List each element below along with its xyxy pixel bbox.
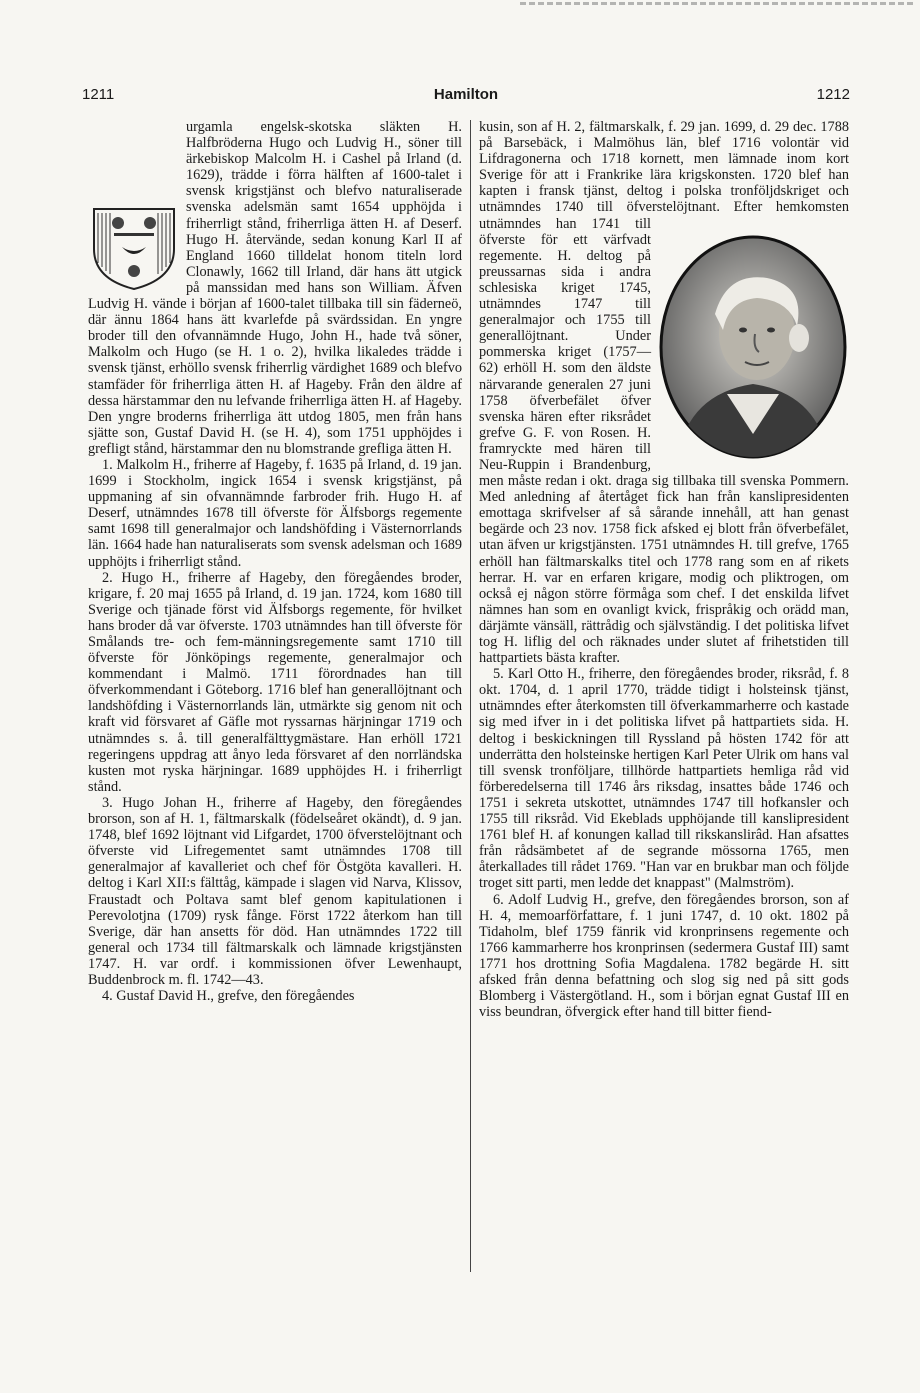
right-column [479, 119, 849, 1020]
paragraph-entry-4-start: 4. Gustaf David H., grefve, den föregåendes [102, 988, 355, 1005]
running-title: Hamilton [433, 86, 499, 103]
portrait-engraving-icon [657, 234, 849, 460]
paragraph-entry-4-continued: kusin, son af H. 2, fältmarskalk, f. 29 jan. 1699, d. 29 dec. 1788 på Barsebäck, i Malmöhus län, blef 1716 volontär vid Lifdragonerna och 1718 kornett, men lämnade inom kort Sverige för att i Frankrike lära krigskonsten. 1720 blef han kapten i fransk tjänst, deltog i polska tronföljdskriget och utnämndes 1740 till öfverstelöjtnant. Efter hemkomsten utnämndes han 1741 till öfverste för ett värfvadt regemente. H. deltog på preussarnas sida i andra schlesiska kriget 1745, utnämndes 1747 till generalmajor och 1755 till generallöjtnant. Under pommerska kriget (1757—62) erhöll H. som den äldste närvarande generalen 27 juni 1758 öfverbefälet öfver svenska hären efter riksrådet grefve G. F. von Rosen. H. framryckte med hären till Neu-Ruppin i Brandenburg, men måste redan i okt. draga sig tillbaka till svenska Pommern. Med anledning af återtåget fick han från kanslipresidenten emottaga skrifvelser af så sårande innehåll, att han genast begärde och 23 nov. 1758 fick afsked ej blott från öfverbefälet, utan äfven ur krigstjänsten. 1751 utnämndes H. till grefve, 1765 erhöll han fältmarskalks titel och 1778 rang som en af rikets herrar. H. var en erfaren krigare, modig och pliktrogen, om också ej någon större förmåga som chef. I det enskilda lifvet nämnes han som en ovanligt kvick, frispråkig och orädd man, därjämte vänsäll, rättrådig och självständig. I det politiska lifvet tog H. liflig del och räknades under slutet af frihetstiden till hattpartiets bästa krafter. [479, 119, 849, 667]
page-number-right: 1212 [816, 86, 850, 103]
paragraph-entry-3: 3. Hugo Johan H., friherre af Hageby, den föregåendes brorson, son af H. 1, fältmarskalk (födelseåret okändt), d. 9 jan. 1748, blef 1692 löjtnant vid Lifgardet, 1700 öfverstelöjtnant och öfverste vid Lifregementet samt utnämndes 1708 till generalmajor af kavalleriet och chef för Östgöta kavalleri. H. deltog i Karl XII:s fälttåg, kämpade i slagen vid Narva, Klissov, Fraustadt och Poltava samt blef genom kapitulationen i Perevolotjna (1709) rysk fånge. Först 1722 återkom han till Sverige, där han ansetts för död. Han utnämndes 1722 till general och 1734 till fältmarskalk och lämnade krigstjänsten 1747. H. var ordf. i kommissionen öfver Lewenhaupt, Buddenbrock m. fl. 1742—43. [88, 794, 462, 988]
left-column [88, 119, 462, 1004]
paragraph-intro: urgamla engelsk-skotska släkten H. Halfbröderna Hugo och Ludvig H., söner till ärkebiskop Malcolm H. i Cashel på Irland (d. 1629), trädde i förra hälften af 1600-talet i svensk krigstjänst och blefvo naturaliserade svenska adelsmän samt 1654 upphöjda i friherrligt stånd, friherrliga ätten H. af Deserf. Hugo H. återvände, sedan konung Karl II af England 1660 tilldelat honom titeln lord Clonawly, 1662 till Irland, där hans ätt utgick på manssidan med hans son William. Äfven Ludvig H. vände i början af 1600-talet tillbaka till sin fäderneö, där ännu 1864 hans ätt kvarlefde på svärdssidan. En yngre broder till den ofvannämnde Hugo, John H., hade två söner, Malkolm och Hugo (se H. 1 o. 2), hvilka likaledes trädde i svensk tjänst, erhöllo svensk friherrlig värdighet 1689 och blefvo stamfäder för friherrliga ätten H. af Hageby. Från den äldre af dessa härstammar den nu lefvande friherrliga ätten H. af Hageby. Den yngre broderns friherrliga ätt utdog 1805, men från hans sjätte son, Gustaf David H. (se H. 4), som 1751 upphöjdes i grefligt stånd, härstammar den nu blomstrande grefliga ätten H. [88, 119, 462, 457]
paragraph-entry-2: 2. Hugo H., friherre af Hageby, den föregåendes broder, krigare, f. 20 maj 1655 på Irland, d. 19 jan. 1724, kom 1680 till Sverige och tjänade först vid Älfsborgs regemente, för hvilket hans broder då var öfverste. 1703 utnämndes han till öfverste för Smålands tre- och fem-männingsregemente samt 1710 till öfverste för Jönköpings regemente, generalmajor och kommendant i Malmö. 1711 förordnades han till öfverkommendant i Göteborg. 1716 blef han generallöjtnant och landshöfding i Västernorrlands län, utmärkte sig genom nit och kraft vid försvaret af Gäfle mot ryssarnas härjningar 1719 och utnämndes s. å. till generalfälttygmästare. Han erhöll 1721 regeringens uppdrag att ånyo leda försvaret af den norrländska kusten mot ryska härjningar. 1689 upphöjdes H. i friherrligt stånd. [88, 569, 462, 795]
top-scan-line [520, 2, 915, 5]
paragraph-entry-5: 5. Karl Otto H., friherre, den föregåendes broder, riksråd, f. 8 okt. 1704, d. 1 april 1770, trädde tidigt i holsteinsk tjänst, utnämndes efter återkomsten till öfverkammarherre och kastade sig med ifver in i det politiska lifvet på hattpartiets sida. H. deltog i beskickningen till Ryssland på hösten 1742 för att underrätta den holsteinske hertigen Karl Peter Ulrik om hans val till svensk tronföljare, tillhörde hattpartiets hemliga råd vid förberedelserna till 1746 års riksdag, insattes både 1746 och 1751 i sekreta utskottet, utnämndes 1747 till hofkansler och 1755 till riksråd. Vid Ekeblads upphöjande till kanslipresident 1761 blef H. af konungen kallad till rikskanslirâd. Han afsattes från rådsämbetet af de segrande mössorna 1765, men återkallades till rådet 1769. "Han var en brukbar man och följde troget sitt parti, men ledde det knappast" (Malmström). [479, 666, 849, 892]
coat-of-arms-icon [88, 203, 180, 291]
page-header [82, 86, 850, 110]
column-divider [470, 120, 471, 1272]
paragraph-entry-6: 6. Adolf Ludvig H., grefve, den föregåendes brorson, son af H. 4, memoarförfattare, f. 1 juni 1747, d. 10 okt. 1802 på Tidaholm, blef 1759 fänrik vid kronprinsens regemente och 1766 kammarherre hos kronprinsen (sedermera Gustaf III) samt 1771 hos drottning Sofia Magdalena. 1782 begärde H. sitt afsked från denna befattning och slog sig ned på sitt gods Blomberg i Västergötland. H., som i början egnat Gustaf III en viss beundran, öfvergick efter hand till bitter fiend- [479, 891, 849, 1021]
page-number-left: 1211 [82, 86, 115, 103]
paragraph-entry-1: 1. Malkolm H., friherre af Hageby, f. 1635 på Irland, d. 19 jan. 1699 i Stockholm, ingick 1654 i svensk krigstjänst, på uppmaning af sin ofvannämnde farbroder frih. Hugo H. af Deserf, utnämndes 1678 till öfverste för Älfsborgs regemente samt 1698 till generalmajor och landshöfding i Västernorrlands län. 1664 hade han naturaliserats som svensk adelsman och 1689 upphöjts i friherrligt stånd. [88, 456, 462, 570]
